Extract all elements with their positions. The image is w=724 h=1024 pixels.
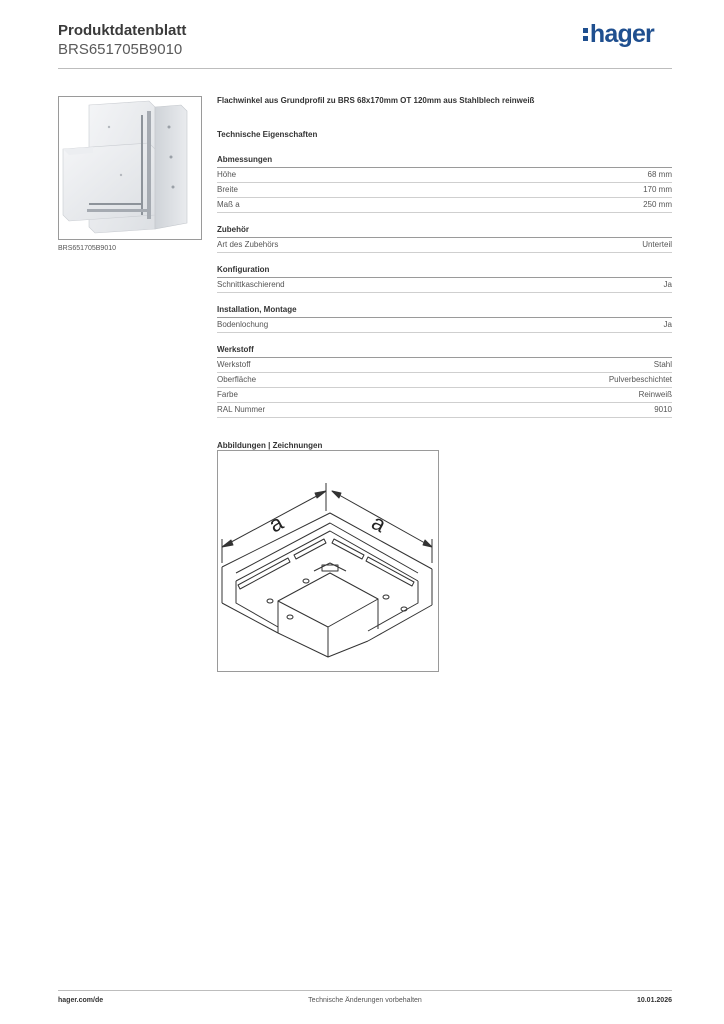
section-configuration — [217, 265, 672, 293]
tech-properties-heading: Technische Eigenschaften — [217, 130, 318, 139]
row-value: Ja — [663, 280, 672, 289]
table-row — [217, 318, 672, 333]
section-title: Zubehör — [217, 225, 672, 238]
hager-logo — [583, 20, 654, 49]
section-dimensions — [217, 155, 672, 213]
header-divider — [58, 68, 672, 69]
row-label: Schnittkaschierend — [217, 280, 285, 289]
row-value: 250 mm — [643, 200, 672, 209]
row-label: Farbe — [217, 390, 238, 399]
section-title: Konfiguration — [217, 265, 672, 278]
section-title: Werkstoff — [217, 345, 672, 358]
table-row — [217, 388, 672, 403]
section-title: Installation, Montage — [217, 305, 672, 318]
row-value: 9010 — [654, 405, 672, 414]
section-material — [217, 345, 672, 418]
row-label: Maß a — [217, 200, 240, 209]
dimension-label-right: a — [367, 509, 391, 538]
footer-website-link[interactable]: hager.com/de — [58, 997, 104, 1004]
row-value: Unterteil — [642, 240, 672, 249]
product-photo-illustration — [59, 97, 201, 239]
figures-heading: Abbildungen | Zeichnungen — [217, 441, 323, 450]
table-row — [217, 168, 672, 183]
row-value: Reinweiß — [638, 390, 672, 399]
dimension-label-left: a — [264, 509, 288, 538]
row-label: Breite — [217, 185, 238, 194]
table-row — [217, 403, 672, 418]
table-row — [217, 358, 672, 373]
product-description: Flachwinkel aus Grundprofil zu BRS 68x170mm OT 120mm aus Stahlblech reinweiß — [217, 96, 535, 105]
section-title: Abmessungen — [217, 155, 672, 168]
article-number: BRS651705B9010 — [58, 41, 183, 58]
row-value: Pulverbeschichtet — [608, 375, 672, 384]
page-header — [58, 22, 672, 68]
product-details — [217, 96, 672, 453]
row-value: Stahl — [653, 360, 672, 369]
table-row — [217, 198, 672, 213]
technical-drawing — [217, 450, 439, 672]
logo-text: hager — [589, 20, 654, 48]
row-label: Höhe — [217, 170, 237, 179]
footer-divider — [58, 990, 672, 991]
row-label: Bodenlochung — [217, 320, 269, 329]
page-title: Produktdatenblatt — [58, 22, 187, 39]
row-label: Art des Zubehörs — [217, 240, 279, 249]
footer-date: 10.01.2026 — [636, 997, 672, 1004]
table-row — [217, 183, 672, 198]
flat-angle-drawing — [218, 451, 438, 671]
logo-colon-icon — [583, 27, 589, 43]
section-accessories — [217, 225, 672, 253]
row-value: 170 mm — [643, 185, 672, 194]
row-value: 68 mm — [647, 170, 672, 179]
table-row — [217, 278, 672, 293]
footer-notice: Technische Änderungen vorbehalten — [308, 997, 422, 1004]
section-installation — [217, 305, 672, 333]
row-value: Ja — [663, 320, 672, 329]
row-label: Oberfläche — [217, 375, 257, 384]
product-image-caption: BRS651705B9010 — [58, 245, 116, 252]
table-row — [217, 238, 672, 253]
row-label: Werkstoff — [217, 360, 251, 369]
row-label: RAL Nummer — [217, 405, 266, 414]
product-image — [58, 96, 202, 240]
table-row — [217, 373, 672, 388]
